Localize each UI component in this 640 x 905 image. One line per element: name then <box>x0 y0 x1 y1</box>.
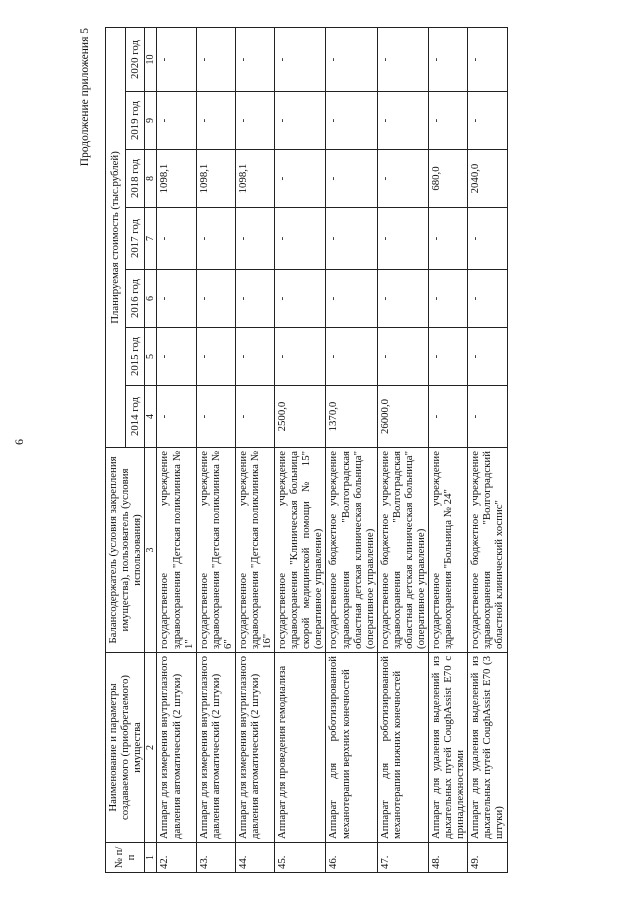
cost-value: - <box>326 270 377 328</box>
cost-value: - <box>326 28 377 92</box>
table-row <box>429 28 468 873</box>
cost-value: 1098,1 <box>196 150 235 208</box>
cost-value: - <box>468 208 507 270</box>
header-planned-cost: Планируемая стоимость (тыс.рублей) <box>106 28 126 448</box>
cost-value: - <box>235 386 274 448</box>
balance-holder: государственное учреждение здравоохранения "Клиническая больница скорой медицинской помощи № 15" (оперативное управление) <box>275 448 326 653</box>
cost-value: - <box>275 92 326 150</box>
cost-value: - <box>377 150 428 208</box>
table-row <box>275 28 326 873</box>
cost-value: - <box>196 208 235 270</box>
column-number: 6 <box>145 270 157 328</box>
table-row <box>235 28 274 873</box>
header-no: № п/п <box>106 843 145 873</box>
cost-value: - <box>326 92 377 150</box>
header-year: 2015 год <box>125 328 145 386</box>
balance-holder: государственное учреждение здравоохранения "Детская поликлиника № 16" <box>235 448 274 653</box>
column-number: 7 <box>145 208 157 270</box>
balance-holder: государственное бюджетное учреждение здравоохранения "Волгоградский областной клинический хоспис" <box>468 448 507 653</box>
cost-value: 26000,0 <box>377 386 428 448</box>
cost-value: - <box>235 28 274 92</box>
balance-holder: государственное учреждение здравоохранения "Детская поликлиника № 1" <box>157 448 196 653</box>
table-row <box>196 28 235 873</box>
row-number: 47. <box>377 843 428 873</box>
cost-value: - <box>196 386 235 448</box>
cost-value: - <box>157 208 196 270</box>
cost-value: - <box>235 270 274 328</box>
row-number: 46. <box>326 843 377 873</box>
column-number: 2 <box>145 653 157 843</box>
column-number: 4 <box>145 386 157 448</box>
cost-value: - <box>429 92 468 150</box>
cost-value: - <box>377 208 428 270</box>
cost-value: - <box>157 328 196 386</box>
column-number: 9 <box>145 92 157 150</box>
cost-value: - <box>468 386 507 448</box>
table-row <box>326 28 377 873</box>
cost-value: - <box>326 328 377 386</box>
table-row <box>157 28 196 873</box>
cost-value: - <box>326 208 377 270</box>
balance-holder: государственное учреждение здравоохранения "Больница № 24" <box>429 448 468 653</box>
cost-value: - <box>275 208 326 270</box>
row-number: 43. <box>196 843 235 873</box>
row-number: 49. <box>468 843 507 873</box>
cost-value: - <box>235 92 274 150</box>
header-year: 2018 год <box>125 150 145 208</box>
property-name: Аппарат для измерения внутриглазного давления автоматический (2 штуки) <box>157 653 196 843</box>
column-number: 3 <box>145 448 157 653</box>
cost-value: - <box>377 92 428 150</box>
header-year: 2017 год <box>125 208 145 270</box>
cost-value: - <box>196 270 235 328</box>
header-name: Наименование и параметры создаваемого (приобретаемого) имущества <box>106 653 145 843</box>
page-number: 6 <box>12 439 26 445</box>
property-cost-table <box>105 27 508 873</box>
cost-value: - <box>377 270 428 328</box>
column-number: 10 <box>145 28 157 92</box>
cost-value: 2040,0 <box>468 150 507 208</box>
cost-value: - <box>468 28 507 92</box>
cost-value: - <box>275 150 326 208</box>
property-name: Аппарат для проведения гемодиализа <box>275 653 326 843</box>
continuation-note: Продолжение приложения 5 <box>79 28 91 167</box>
cost-value: 1370,0 <box>326 386 377 448</box>
property-name: Аппарат для измерения внутриглазного давления автоматический (2 штуки) <box>196 653 235 843</box>
cost-value: - <box>275 328 326 386</box>
cost-value: - <box>429 386 468 448</box>
cost-value: - <box>157 386 196 448</box>
property-name: Аппарат для удаления выделений из дыхательных путей CoughAssist E70 с принадлежностями <box>429 653 468 843</box>
cost-value: - <box>377 328 428 386</box>
balance-holder: государственное учреждение здравоохранения "Детская поликлиника № 6" <box>196 448 235 653</box>
property-name: Аппарат для измерения внутриглазного давления автоматический (2 штуки) <box>235 653 274 843</box>
rotated-document-table <box>79 28 625 873</box>
column-number: 1 <box>145 843 157 873</box>
balance-holder: государственное бюджетное учреждение здравоохранения "Волгоградская областная детская клиническая больница" (оперативное управление) <box>377 448 428 653</box>
cost-value: 680,0 <box>429 150 468 208</box>
header-year: 2016 год <box>125 270 145 328</box>
cost-value: - <box>196 328 235 386</box>
column-number: 5 <box>145 328 157 386</box>
row-number: 42. <box>157 843 196 873</box>
header-year: 2014 год <box>125 386 145 448</box>
property-name: Аппарат для роботизированной механотерапии нижних конечностей <box>377 653 428 843</box>
column-number: 8 <box>145 150 157 208</box>
cost-value: - <box>326 150 377 208</box>
row-number: 45. <box>275 843 326 873</box>
column-number-row <box>145 28 157 873</box>
cost-value: - <box>157 28 196 92</box>
cost-value: - <box>275 270 326 328</box>
header-year: 2020 год <box>125 28 145 92</box>
row-number: 48. <box>429 843 468 873</box>
cost-value: 1098,1 <box>157 150 196 208</box>
cost-value: - <box>196 28 235 92</box>
cost-value: - <box>429 208 468 270</box>
row-number: 44. <box>235 843 274 873</box>
property-name: Аппарат для роботизированной механотерапии верхних конечностей <box>326 653 377 843</box>
property-name: Аппарат для удаления выделений из дыхательных путей CoughAssist E70 (3 штуки) <box>468 653 507 843</box>
table-row <box>468 28 507 873</box>
cost-value: - <box>468 92 507 150</box>
balance-holder: государственное бюджетное учреждение здравоохранения "Волгоградская областная детская клиническая больница" (оперативное управление) <box>326 448 377 653</box>
cost-value: - <box>157 270 196 328</box>
cost-value: - <box>468 270 507 328</box>
cost-value: - <box>429 270 468 328</box>
cost-value: - <box>196 92 235 150</box>
cost-value: - <box>377 28 428 92</box>
cost-value: - <box>429 28 468 92</box>
header-holder: Балансодержатель (условия закрепления имущества), пользователь (условия использования) <box>106 448 145 653</box>
header-year: 2019 год <box>125 92 145 150</box>
cost-value: 2500,0 <box>275 386 326 448</box>
cost-value: 1098,1 <box>235 150 274 208</box>
cost-value: - <box>157 92 196 150</box>
cost-value: - <box>468 328 507 386</box>
table-row <box>377 28 428 873</box>
cost-value: - <box>235 208 274 270</box>
cost-value: - <box>275 28 326 92</box>
cost-value: - <box>235 328 274 386</box>
cost-value: - <box>429 328 468 386</box>
